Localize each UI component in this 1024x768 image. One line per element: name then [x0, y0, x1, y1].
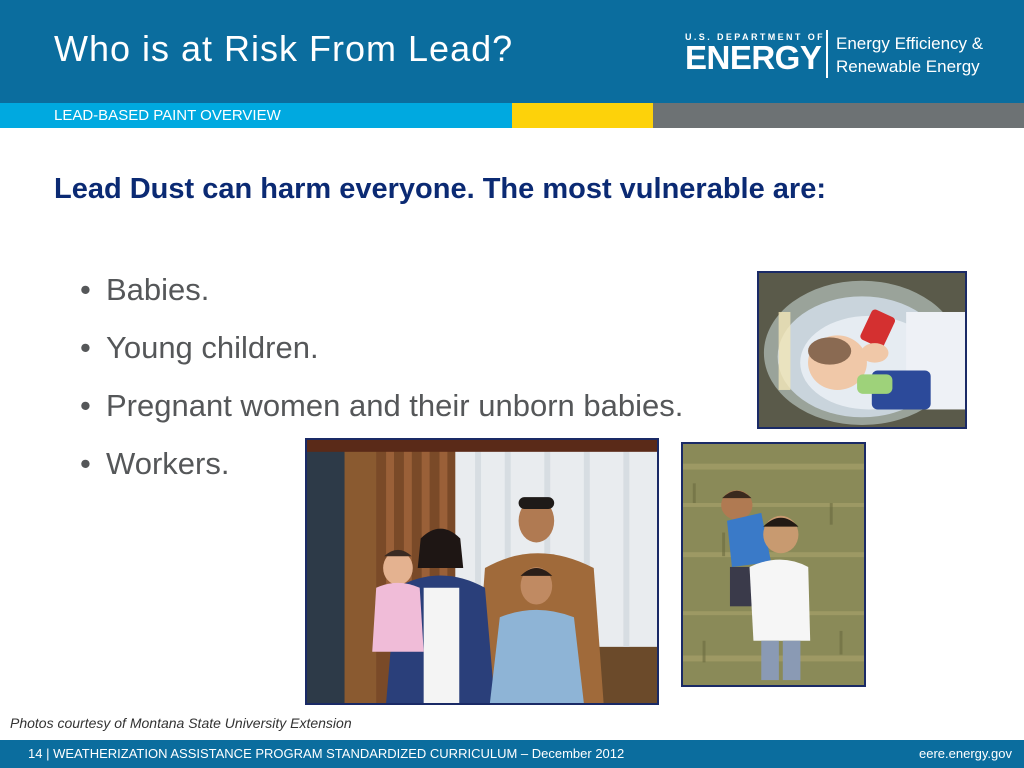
- section-stripe-gray: [653, 103, 1024, 128]
- children-photo: [681, 442, 866, 687]
- section-stripe-yellow: [512, 103, 653, 128]
- eere-office-name: [836, 32, 983, 78]
- website-link[interactable]: eere.energy.gov: [919, 746, 1012, 761]
- bullet-text: Pregnant women and their unborn babies.: [106, 388, 684, 423]
- bullet-text: Babies.: [106, 272, 210, 307]
- family-photo: [305, 438, 659, 705]
- bullet-dot: •: [80, 330, 91, 365]
- bullet-dot: •: [80, 446, 91, 481]
- doe-logo: [685, 32, 826, 76]
- slide-title: Who is at Risk From Lead?: [54, 28, 514, 69]
- eere-office-line-2: Renewable Energy: [836, 57, 980, 76]
- eere-office-line-1: Energy Efficiency &: [836, 34, 984, 53]
- bullet-text: Workers.: [106, 446, 230, 481]
- section-label: LEAD-BASED PAINT OVERVIEW: [54, 107, 281, 124]
- slide-footer: [0, 740, 1024, 768]
- bullet-item: [80, 268, 683, 326]
- slide-header: [0, 0, 1024, 103]
- doe-logo-agency-big: ENERGY: [685, 39, 822, 76]
- footer-separator: |: [46, 746, 50, 761]
- doe-logo-agency-small: U.S. DEPARTMENT OF: [685, 32, 826, 42]
- slide-heading: Lead Dust can harm everyone. The most vulnerable are:: [54, 173, 826, 205]
- bullet-text: Young children.: [106, 330, 319, 365]
- photo-credit: Photos courtesy of Montana State University Extension: [10, 715, 352, 731]
- program-title: WEATHERIZATION ASSISTANCE PROGRAM STANDARDIZED CURRICULUM – December 2012: [53, 746, 625, 761]
- bullet-item: [80, 326, 683, 384]
- bullet-item: [80, 384, 683, 442]
- baby-photo: [757, 271, 967, 429]
- bullet-dot: •: [80, 388, 91, 423]
- logo-divider: [826, 30, 828, 78]
- footer-left: [28, 746, 624, 761]
- bullet-dot: •: [80, 272, 91, 307]
- page-number: 14: [28, 746, 43, 761]
